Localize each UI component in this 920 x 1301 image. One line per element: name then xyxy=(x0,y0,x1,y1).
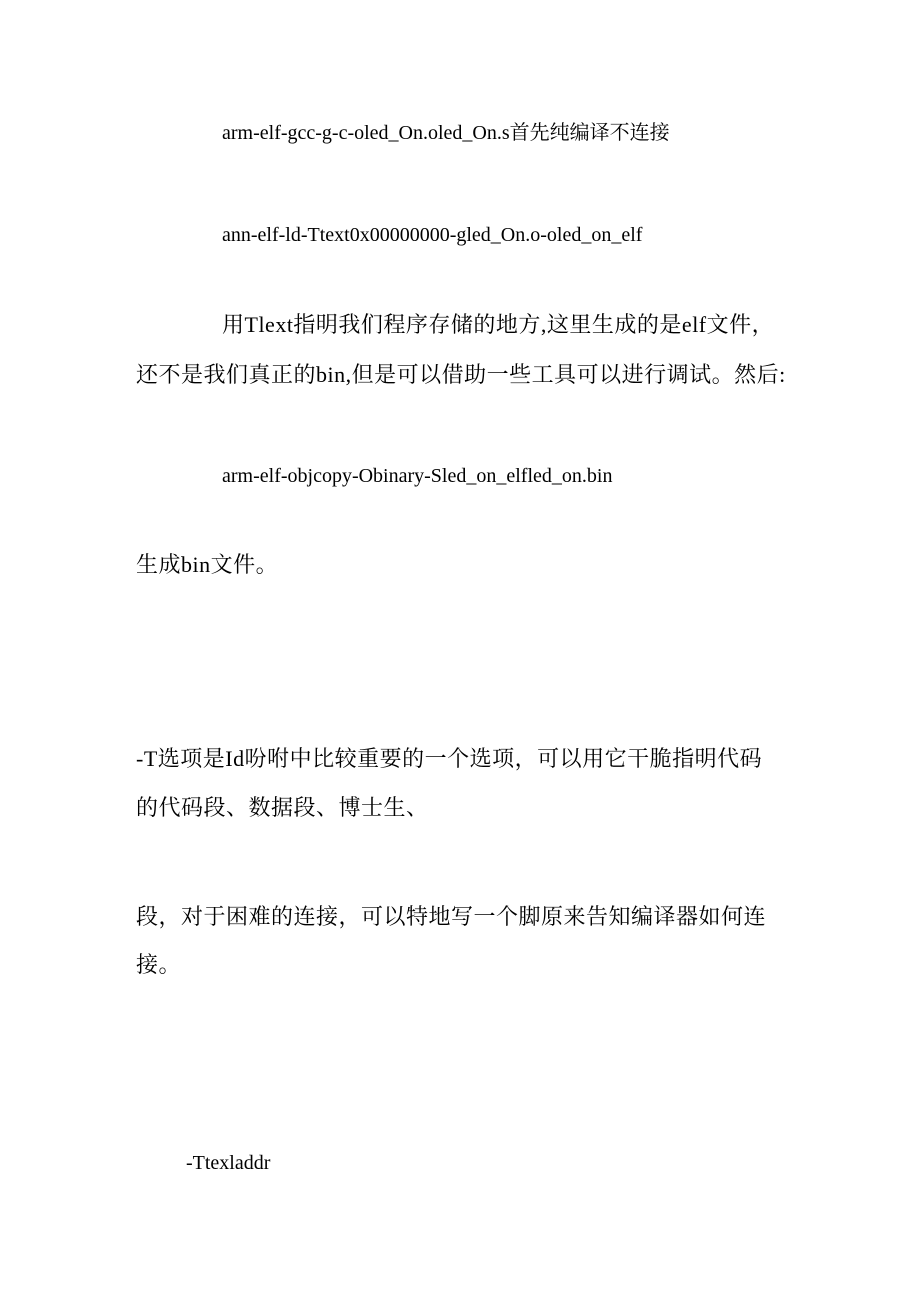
paragraph-ttext-line-2: 还不是我们真正的bin,但是可以借助一些工具可以进行调试。然后: xyxy=(136,362,786,387)
objcopy-command-line: arm-elf-objcopy-Obinary-Sled_on_elfled_on.bin xyxy=(222,465,613,487)
paragraph-script-line-1: 段，对于困难的连接，可以特地写一个脚原来告知编译器如何连 xyxy=(136,904,767,929)
paragraph-ttext-line-1: 用Tlext指明我们程序存储的地方,这里生成的是elf文件， xyxy=(222,312,775,337)
compile-command-line: arm-elf-gcc-g-c-oled_On.oled_On.s首先纯编译不连接 xyxy=(222,122,670,144)
paragraph-script-line-2: 接。 xyxy=(136,952,182,977)
paragraph-t-option-line-2: 的代码段、数据段、博士生、 xyxy=(136,795,429,820)
ttext-addr-line: -Ttexladdr xyxy=(186,1152,271,1174)
link-command-line: ann-elf-ld-Ttext0x00000000-gled_On.o-oled_on_elf xyxy=(222,224,643,246)
paragraph-bin-output: 生成bin文件。 xyxy=(136,552,279,577)
paragraph-t-option-line-1: -T选项是Id吩咐中比较重要的一个选项，可以用它干脆指明代码 xyxy=(136,746,763,771)
